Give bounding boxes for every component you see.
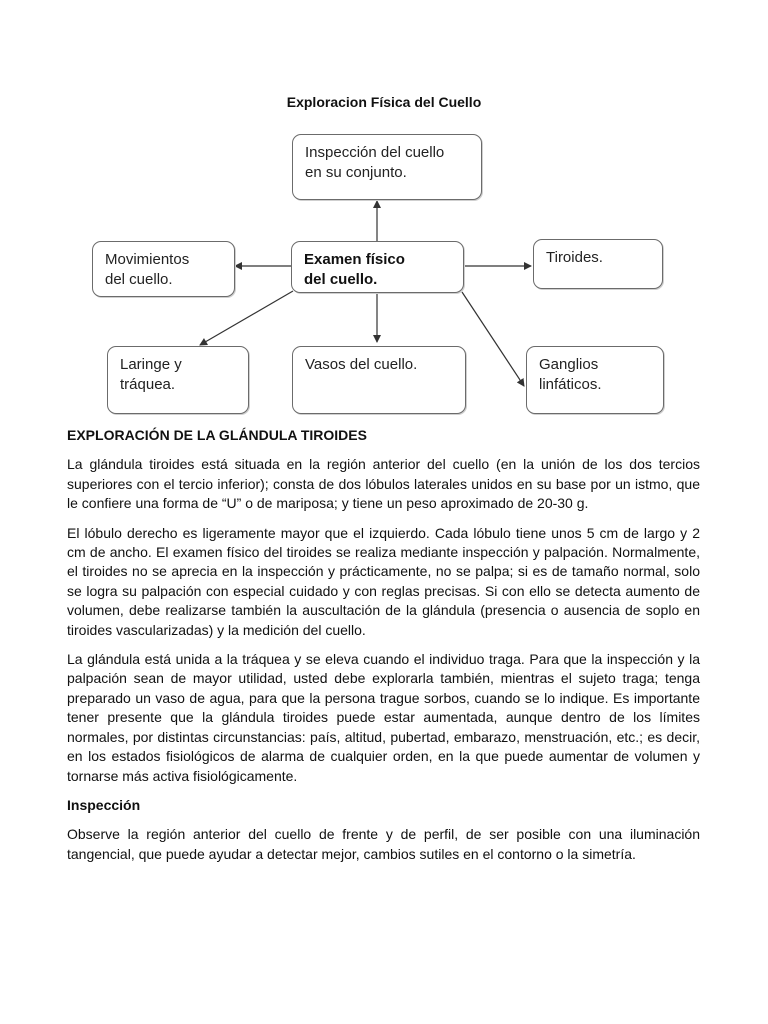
document-title: Exploracion Física del Cuello xyxy=(286,94,482,110)
paragraph-4: Observe la región anterior del cuello de frente y de perfil, de ser posible con una iluminación tangencial, que puede ayudar a detectar mejor, cambios sutiles en el contorno o la simetría. xyxy=(67,826,700,862)
section-heading: EXPLORACIÓN DE LA GLÁNDULA TIROIDES xyxy=(67,427,367,443)
node-bottom-center-vessels: Vasos del cuello. xyxy=(292,346,466,414)
paragraph-2: El lóbulo derecho es ligeramente mayor que el izquierdo. Cada lóbulo tiene unos 5 cm de largo y 2 cm de ancho. El examen físico del tiroides se realiza mediante inspección y palpación. Normalmente, el tiroides no se aprecia en la inspección y prácticamente, no se palpa; si es de tamaño normal, solo se logra su palpación con especial cuidado y con reglas precisas. Si con ello se detecta aumento de volumen, debe realizarse también la auscultación de la glándula (presencia o ausencia de soplo en tiroides vascularizadas) y la medición del cuello. xyxy=(67,524,700,638)
node-right-thyroid: Tiroides. xyxy=(533,239,663,289)
arrow-to-bottom-right xyxy=(462,292,524,386)
subsection-heading: Inspección xyxy=(67,796,141,813)
node-center-exam: Examen físico del cuello. xyxy=(291,241,464,293)
paragraph-1: La glándula tiroides está situada en la región anterior del cuello (en la unión de los dos tercios superiores con el tercio inferior); consta de dos lóbulos laterales unidos en su base por un istmo, que le confiere una forma de “U” o de mariposa; y tiene un peso aproximado de 20-30 g. xyxy=(67,456,700,512)
node-bottom-left-larynx: Laringe y tráquea. xyxy=(107,346,249,414)
node-bottom-right-lymph: Ganglios linfáticos. xyxy=(526,346,664,414)
arrow-to-bottom-left xyxy=(200,291,293,345)
concept-diagram xyxy=(0,0,768,430)
paragraph-3: La glándula está unida a la tráquea y se eleva cuando el individuo traga. Para que la inspección y la palpación sean de mayor utilidad, usted debe explorarla también, mientras el sujeto traga; tenga preparado un vaso de agua, para que la persona trague sorbos, cuando se lo indique. Es importante tener presente que la glándula tiroides puede estar aumentada, aunque dentro de los límites normales, por distintas circunstancias: país, altitud, pubertad, embarazo, menstruación, etc.; es decir, en los estados fisiológicos de alarma de cualquier orden, en la que puede aumentar de volumen y tornarse más activa fisiológicamente. xyxy=(67,651,700,784)
node-left-movements: Movimientos del cuello. xyxy=(92,241,235,297)
node-top-inspection: Inspección del cuello en su conjunto. xyxy=(292,134,482,200)
document-body xyxy=(67,426,700,874)
